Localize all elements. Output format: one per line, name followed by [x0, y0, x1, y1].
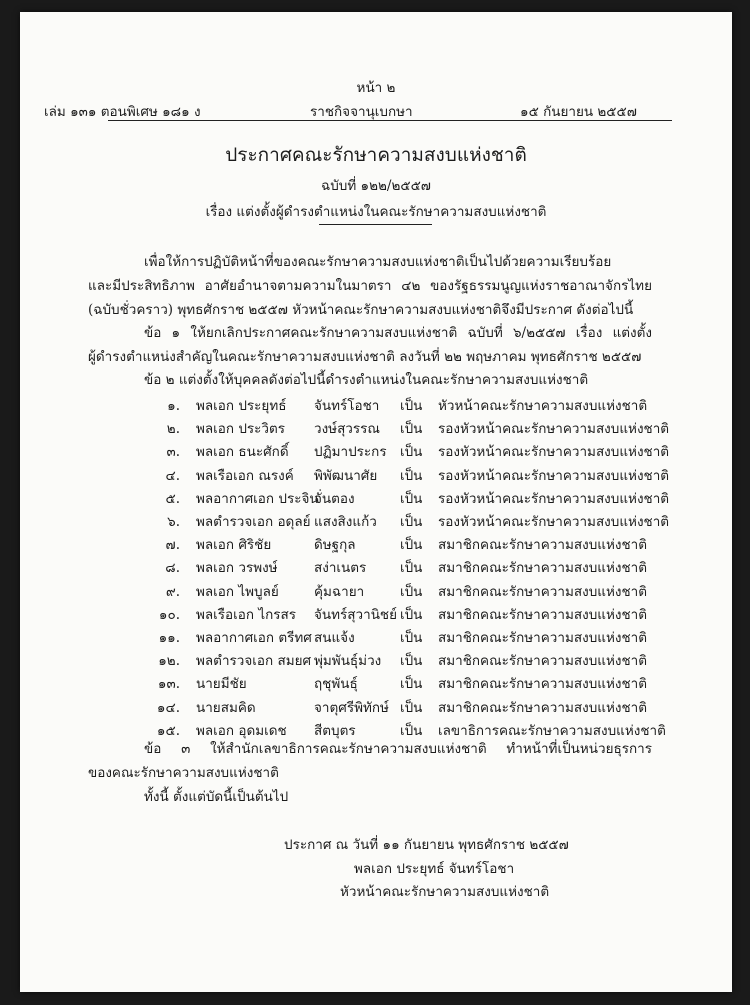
- appointee-position: สมาชิกคณะรักษาความสงบแห่งชาติ: [438, 653, 647, 670]
- appointee-as: เป็น: [400, 514, 423, 530]
- appointee-name: พลตำรวจเอก สมยศ: [196, 653, 312, 670]
- gazette-page: [20, 12, 732, 992]
- appointee-surname: พิพัฒนาศัย: [314, 467, 378, 484]
- appointee-surname: ดิษฐกุล: [314, 537, 356, 554]
- clause-1-line: ข้อ ๑ ให้ยกเลิกประกาศคณะรักษาความสงบแห่งชาติ ฉบับที่ ๖/๒๕๕๗ เรื่อง แต่งตั้ง: [144, 325, 652, 341]
- header-divider: [108, 120, 672, 121]
- appointee-name: พลอากาศเอก ตรีทศ: [196, 630, 312, 646]
- appointee-num: ๑.: [167, 398, 180, 414]
- appointee-name: นายสมคิด: [196, 699, 256, 716]
- appointee-surname: จันทร์สุวานิชย์: [314, 606, 397, 623]
- appointee-row: [20, 649, 732, 669]
- appointee-as: เป็น: [400, 653, 423, 670]
- appointee-name: พลเอก วรพงษ์: [196, 560, 278, 577]
- appointee-position: สมาชิกคณะรักษาความสงบแห่งชาติ: [438, 676, 647, 693]
- appointee-row: [20, 696, 732, 716]
- appointee-as: เป็น: [400, 630, 423, 646]
- appointee-surname: พุ่มพันธุ์ม่วง: [314, 653, 382, 670]
- appointee-position: รองหัวหน้าคณะรักษาความสงบแห่งชาติ: [438, 490, 670, 507]
- appointee-name: พลเรือเอก ไกรสร: [196, 606, 297, 623]
- appointee-surname: สนแจ้ง: [314, 630, 355, 646]
- appointee-num: ๓.: [166, 444, 180, 461]
- appointee-as: เป็น: [400, 444, 423, 461]
- appointee-name: พลเอก ประวิตร: [196, 421, 286, 438]
- clause-3-line: ข้อ ๓ ให้สำนักเลขาธิการคณะรักษาความสงบแห่งชาติ ทำหน้าที่เป็นหน่วยธุรการ: [144, 741, 652, 757]
- appointee-surname: ฤชุพันธุ์: [314, 676, 358, 693]
- appointee-surname: วงษ์สุวรรณ: [314, 421, 380, 438]
- appointee-as: เป็น: [400, 398, 423, 414]
- appointee-name: พลเอก อุดมเดช: [196, 722, 287, 739]
- volume-label: เล่ม ๑๓๑ ตอนพิเศษ ๑๘๑ ง: [44, 104, 201, 120]
- appointee-row: [20, 440, 732, 460]
- appointee-position: สมาชิกคณะรักษาความสงบแห่งชาติ: [438, 606, 647, 623]
- appointee-as: เป็น: [400, 606, 423, 623]
- appointee-surname: ปฏิมาประกร: [314, 444, 387, 461]
- appointee-position: เลขาธิการคณะรักษาความสงบแห่งชาติ: [438, 722, 666, 739]
- clause-3-line: ของคณะรักษาความสงบแห่งชาติ: [88, 765, 279, 781]
- appointee-surname: จันทร์โอชา: [314, 398, 380, 414]
- appointee-as: เป็น: [400, 583, 423, 600]
- signer-title: หัวหน้าคณะรักษาความสงบแห่งชาติ: [340, 884, 550, 900]
- appointee-surname: คุ้มฉายา: [314, 583, 365, 600]
- appointee-as: เป็น: [400, 699, 423, 716]
- appointee-row: [20, 556, 732, 576]
- appointee-surname: จาตุศรีพิทักษ์: [314, 699, 389, 716]
- appointee-row: [20, 510, 732, 530]
- appointee-num: ๔.: [165, 467, 180, 484]
- appointee-row: [20, 672, 732, 692]
- appointee-row: [20, 719, 732, 739]
- appointee-as: เป็น: [400, 537, 423, 554]
- appointee-row: [20, 417, 732, 437]
- appointee-position: รองหัวหน้าคณะรักษาความสงบแห่งชาติ: [438, 514, 670, 530]
- appointee-name: พลเอก ศิริชัย: [196, 537, 272, 554]
- page-number: หน้า ๒: [356, 80, 396, 96]
- paragraph-line: และมีประสิทธิภาพ อาศัยอำนาจตามความในมาตรา ๔๒ ของรัฐธรรมนูญแห่งราชอาณาจักรไทย: [88, 278, 652, 294]
- document-subject: เรื่อง แต่งตั้งผู้ดำรงตำแหน่งในคณะรักษาความสงบแห่งชาติ: [205, 204, 547, 220]
- appointee-name: พลเอก ธนะศักดิ์: [196, 444, 289, 461]
- appointee-position: สมาชิกคณะรักษาความสงบแห่งชาติ: [438, 537, 647, 554]
- document-issue: ฉบับที่ ๑๒๒/๒๕๕๗: [321, 178, 431, 194]
- appointee-position: รองหัวหน้าคณะรักษาความสงบแห่งชาติ: [438, 421, 670, 438]
- appointee-surname: จั่นตอง: [314, 490, 355, 507]
- appointee-row: [20, 603, 732, 623]
- appointee-num: ๑๔.: [156, 699, 180, 716]
- appointee-position: สมาชิกคณะรักษาความสงบแห่งชาติ: [438, 583, 647, 600]
- appointee-num: ๑๒.: [158, 653, 180, 670]
- appointee-name: พลเอก ไพบูลย์: [196, 583, 279, 600]
- appointee-name: พลเรือเอก ณรงค์: [196, 467, 294, 484]
- appointee-position: สมาชิกคณะรักษาความสงบแห่งชาติ: [438, 560, 647, 577]
- announcement-date: ประกาศ ณ วันที่ ๑๑ กันยายน พุทธศักราช ๒๕๕๗: [284, 837, 569, 853]
- paragraph-line: (ฉบับชั่วคราว) พุทธศักราช ๒๕๕๗ หัวหน้าคณะรักษาความสงบแห่งชาติจึงมีประกาศ ดังต่อไปนี้: [88, 302, 634, 318]
- appointee-num: ๑๕.: [156, 722, 180, 739]
- appointee-position: หัวหน้าคณะรักษาความสงบแห่งชาติ: [438, 398, 648, 414]
- appointee-row: [20, 626, 732, 646]
- appointee-num: ๑๓.: [157, 676, 180, 693]
- appointee-num: ๕.: [165, 490, 180, 507]
- clause-1-line: ผู้ดำรงตำแหน่งสำคัญในคณะรักษาความสงบแห่งชาติ ลงวันที่ ๒๒ พฤษภาคม พุทธศักราช ๒๕๕๗: [88, 349, 642, 365]
- appointee-num: ๖.: [167, 514, 180, 530]
- paragraph-line: เพื่อให้การปฏิบัติหน้าที่ของคณะรักษาความสงบแห่งชาติเป็นไปด้วยความเรียบร้อย: [144, 254, 612, 270]
- appointee-as: เป็น: [400, 421, 423, 438]
- appointee-as: เป็น: [400, 560, 423, 577]
- gazette-name: ราชกิจจานุเบกษา: [310, 104, 413, 120]
- appointee-num: ๑๑.: [158, 630, 180, 646]
- appointee-surname: สง่าเนตร: [314, 560, 367, 577]
- appointee-as: เป็น: [400, 490, 423, 507]
- appointee-name: พลเอก ประยุทธ์: [196, 398, 287, 414]
- appointee-position: สมาชิกคณะรักษาความสงบแห่งชาติ: [438, 630, 647, 646]
- appointee-num: ๘.: [165, 560, 180, 577]
- appointee-as: เป็น: [400, 722, 423, 739]
- appointee-surname: สีตบุตร: [314, 722, 356, 739]
- appointee-as: เป็น: [400, 467, 423, 484]
- appointee-num: ๗.: [165, 537, 180, 554]
- appointee-surname: แสงสิงแก้ว: [314, 514, 377, 530]
- appointee-position: รองหัวหน้าคณะรักษาความสงบแห่งชาติ: [438, 444, 670, 461]
- appointee-row: [20, 394, 732, 414]
- effective-clause: ทั้งนี้ ตั้งแต่บัดนี้เป็นต้นไป: [144, 789, 289, 805]
- appointee-row: [20, 533, 732, 553]
- title-divider: [319, 224, 432, 225]
- appointee-name: นายมีชัย: [196, 676, 247, 693]
- appointee-as: เป็น: [400, 676, 423, 693]
- signer-name: พลเอก ประยุทธ์ จันทร์โอชา: [354, 861, 515, 877]
- appointee-position: สมาชิกคณะรักษาความสงบแห่งชาติ: [438, 699, 647, 716]
- appointee-row: [20, 464, 732, 484]
- publication-date: ๑๕ กันยายน ๒๕๕๗: [520, 104, 637, 120]
- clause-2: ข้อ ๒ แต่งตั้งให้บุคคลดังต่อไปนี้ดำรงตำแหน่งในคณะรักษาความสงบแห่งชาติ: [144, 372, 589, 388]
- appointee-name: พลตำรวจเอก อดุลย์: [196, 514, 311, 530]
- appointee-row: [20, 580, 732, 600]
- appointee-name: พลอากาศเอก ประจิน: [196, 490, 319, 507]
- appointee-num: ๑๐.: [158, 606, 180, 623]
- appointee-num: ๙.: [165, 583, 180, 600]
- appointee-num: ๒.: [166, 421, 180, 438]
- document-title: ประกาศคณะรักษาความสงบแห่งชาติ: [225, 144, 527, 166]
- appointee-position: รองหัวหน้าคณะรักษาความสงบแห่งชาติ: [438, 467, 670, 484]
- appointee-row: [20, 487, 732, 507]
